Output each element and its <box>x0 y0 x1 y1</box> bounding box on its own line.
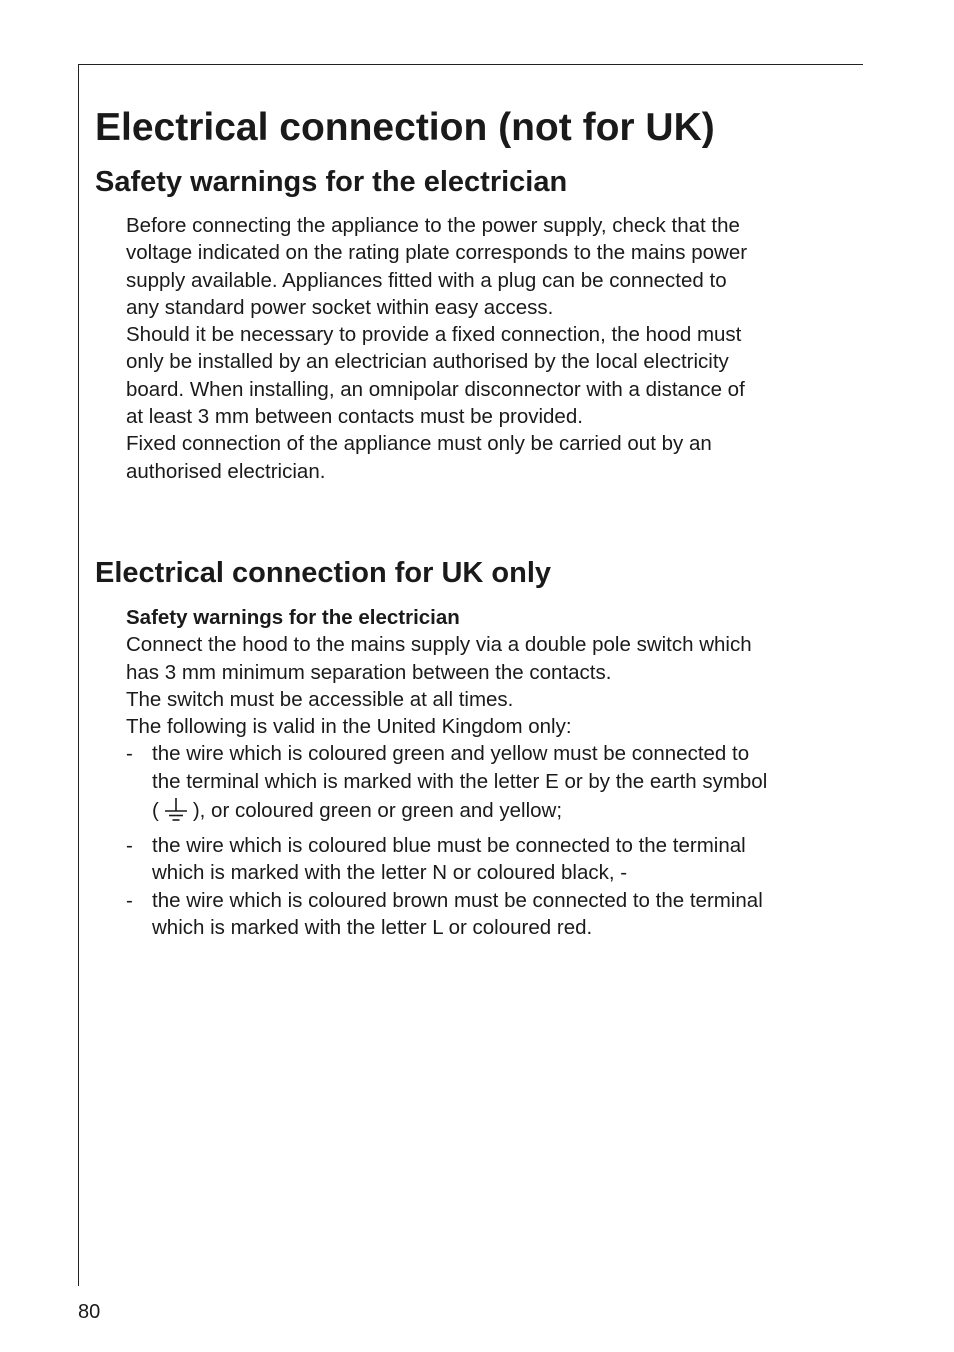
text-line: the wire which is coloured brown must be connected to the terminal <box>152 888 763 912</box>
section-body-safety-warnings <box>126 212 846 485</box>
text-line: voltage indicated on the rating plate corresponds to the mains power <box>126 241 748 265</box>
text-line: the terminal which is marked with the letter E or by the earth symbol <box>152 769 768 793</box>
frame-left-rule <box>78 64 79 1286</box>
list-item <box>126 887 846 942</box>
text-line: supply available. Appliances fitted with a plug can be connected to <box>126 268 727 292</box>
list-dash: - <box>126 888 133 912</box>
text-line: authorised electrician. <box>126 459 326 483</box>
text-line: Before connecting the appliance to the power supply, check that the <box>126 214 740 237</box>
section-body-uk-only <box>126 604 846 941</box>
symbol-close-text: ), or coloured green or green and yellow; <box>192 799 563 823</box>
text-line: board. When installing, an omnipolar disconnector with a distance of <box>126 377 745 401</box>
text-line-with-symbol <box>152 795 846 832</box>
text-line: at least 3 mm between contacts must be provided. <box>126 405 583 429</box>
subheading: Safety warnings for the electrician <box>126 606 460 629</box>
text-line: The following is valid in the United Kingdom only: <box>126 715 572 739</box>
text-line: The switch must be accessible at all times. <box>126 687 514 711</box>
text-line: Should it be necessary to provide a fixed connection, the hood must <box>126 323 742 347</box>
list-item <box>126 740 846 832</box>
text-line: any standard power socket within easy access. <box>126 295 554 319</box>
earth-symbol-icon <box>163 797 189 832</box>
list-dash: - <box>126 834 133 858</box>
text-line: Connect the hood to the mains supply via a double pole switch which <box>126 633 752 657</box>
symbol-open-paren: ( <box>152 799 159 823</box>
text-line: the wire which is coloured blue must be connected to the terminal <box>152 834 746 858</box>
page-title: Electrical connection (not for UK) <box>95 106 715 149</box>
section-heading-uk-only: Electrical connection for UK only <box>95 557 552 589</box>
page-number: 80 <box>78 1301 101 1323</box>
text-line: which is marked with the letter L or coloured red. <box>152 915 593 939</box>
text-line: Fixed connection of the appliance must only be carried out by an <box>126 432 712 456</box>
section-heading-safety-warnings: Safety warnings for the electrician <box>95 166 568 198</box>
text-line: the wire which is coloured green and yellow must be connected to <box>152 742 750 766</box>
text-line: which is marked with the letter N or coloured black, - <box>152 861 628 885</box>
list-dash: - <box>126 742 133 766</box>
list-item <box>126 832 846 887</box>
text-line: has 3 mm minimum separation between the contacts. <box>126 660 612 684</box>
frame-top-rule <box>78 64 863 65</box>
text-line: only be installed by an electrician authorised by the local electricity <box>126 350 729 374</box>
